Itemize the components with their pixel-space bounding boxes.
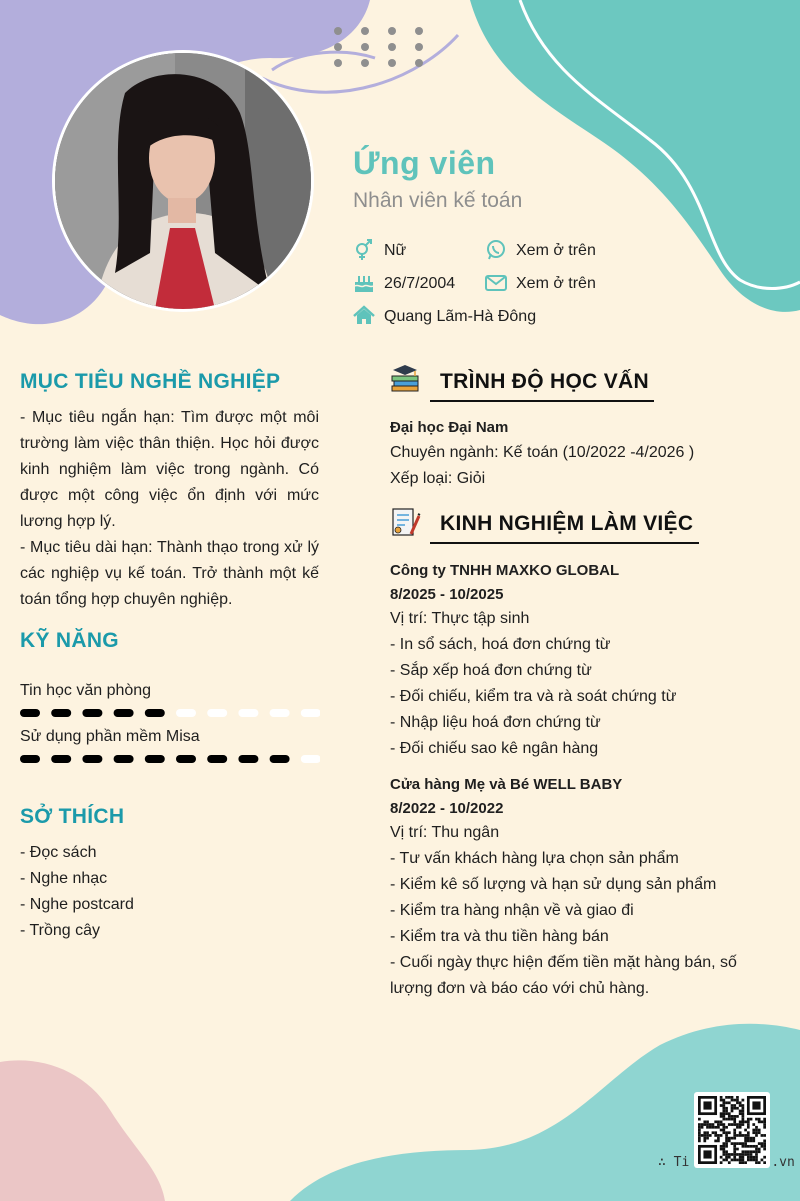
work-document-icon [389,506,421,538]
experience-title: KINH NGHIỆM LÀM VIỆC [440,512,694,535]
job-period: 8/2022 - 10/2022 [390,800,504,817]
objective-long: - Mục tiêu dài hạn: Thành thạo trong xử lý các nghiệp vụ kế toán. Trở thành một kế toán tổng hợp chuyên nghiệp. [20,539,319,608]
education-school: Đại học Đại Nam [390,419,509,436]
job-period: 8/2025 - 10/2025 [390,586,504,603]
skill-dot-filled [20,755,40,763]
objective-text [20,405,319,613]
qr-code-image [694,1092,770,1168]
job-position: Nhân viên kế toán [353,189,523,212]
hobby-item: - Đọc sách [20,844,97,861]
birthday-cake-icon [353,272,375,294]
email-icon [485,272,507,294]
qr-code [694,1092,770,1168]
education-major: Chuyên ngành: Kế toán (10/2022 -4/2026 ) [390,444,695,461]
profile-photo [52,50,314,312]
education-grade: Xếp loại: Giỏi [390,470,486,487]
gender-icon [353,239,375,261]
job-company: Cửa hàng Mẹ và Bé WELL BABY [390,776,623,793]
job-task: - Sắp xếp hoá đơn chứng từ [390,662,592,679]
job-role: Vị trí: Thu ngân [390,824,500,841]
skill-label-misa: Sử dụng phần mềm Misa [20,728,200,745]
skill-dot-filled [114,709,134,717]
hobbies-title: SỞ THÍCH [20,805,125,828]
education-underline [430,400,654,402]
skill-dot-filled [20,709,40,717]
job-role: Vị trí: Thực tập sinh [390,610,530,627]
skill-dot-filled [238,755,258,763]
job-task: - Đối chiếu sao kê ngân hàng [390,740,599,757]
job-task: lượng đơn và báo cáo với chủ hàng. [390,980,650,997]
skill-dot-empty [301,709,320,717]
cv-page: Ứng viên Nhân viên kế toán Nữ Xem ở trên 26/7/2004 Xem ở trên Quang Lãm-Hà Đông MỤC TIÊU NGHỀ NGHIỆP - Mục tiêu ngắn hạn: Tìm được một môi trường làm việc thân thiện. Học hỏi được kinh nghiệm làm việc trong ngành. Có được một công việc ổn định với mức lương hợp lý. - Mục tiêu dài hạn: Thành thạo trong xử lý các nghiệp vụ kế toán. Trở thành một kế toán tổng hợp chuyên nghiệp. KỸ NĂNG Tin học văn phòng Sử dụng phần mềm Misa SỞ THÍCH - Đọc sách - Nghe nhạc - Nghe postcard - Trồng cây TRÌNH ĐỘ HỌC VẤN Đại học Đại Nam Chuyên ngành: Kế toán (10/2022 -4/2026 ) Xếp loại: Giỏi KINH NGHIỆM LÀM VIỆC Công ty TNHH MAXKO GLOBAL 8/2025 - 10/2025 Vị trí: Thực tập sinh - In sổ sách, hoá đơn chứng từ - Sắp xếp hoá đơn chứng từ - Đối chiếu, kiểm tra và rà soát chứng từ - Nhập liệu hoá đơn chứng từ - Đối chiếu sao kê ngân hàng Cửa hàng Mẹ và Bé WELL BABY 8/2022 - 10/2022 Vị trí: Thu ngân - Tư vấn khách hàng lựa chọn sản phẩm - Kiểm kê số lượng và hạn sử dụng sản phẩm - Kiểm tra hàng nhận về và giao đi - Kiểm tra và thu tiền hàng bán - Cuối ngày thực hiện đếm tiền mặt hàng bán, số lượng đơn và báo cáo với chủ hàng. ∴ Ti .vn [0,0,800,1201]
phone-icon [485,239,507,261]
home-icon [353,305,375,327]
skill-dot-filled [82,709,102,717]
skill-rating-misa [20,751,320,761]
job-company: Công ty TNHH MAXKO GLOBAL [390,562,620,579]
skill-dot-filled [82,755,102,763]
skill-dot-empty [270,709,290,717]
skill-dot-filled [270,755,290,763]
skill-dot-filled [51,755,71,763]
graduation-books-icon [389,364,421,396]
skills-title: KỸ NĂNG [20,629,119,652]
objective-title: MỤC TIÊU NGHỀ NGHIỆP [20,370,281,393]
hobby-item: - Nghe nhạc [20,870,108,887]
hobbies-list [20,840,134,944]
skill-dot-empty [207,709,227,717]
job-task: - Kiểm tra và thu tiền hàng bán [390,928,609,945]
job-task: - In sổ sách, hoá đơn chứng từ [390,636,611,653]
experience-underline [430,542,699,544]
skill-dot-filled [176,755,196,763]
job-task: - Nhập liệu hoá đơn chứng từ [390,714,601,731]
job-task: - Cuối ngày thực hiện đếm tiền mặt hàng bán, số [390,954,737,971]
skill-label-office: Tin học văn phòng [20,682,152,699]
hobby-item: - Nghe postcard [20,896,134,913]
skill-dot-filled [145,709,165,717]
objective-short: - Mục tiêu ngắn hạn: Tìm được một môi trường làm việc thân thiện. Học hỏi được kinh nghiệm làm việc trong ngành. Có được một công việc ổn định với mức lương hợp lý. [20,409,319,530]
job-task: - Tư vấn khách hàng lựa chọn sản phẩm [390,850,679,867]
job-task: - Kiểm tra hàng nhận về và giao đi [390,902,634,919]
hobby-item: - Trồng cây [20,922,101,939]
portrait-image [55,53,311,309]
education-title: TRÌNH ĐỘ HỌC VẤN [440,370,649,393]
skill-rating-office [20,705,320,715]
skill-dot-filled [51,709,71,717]
skill-dot-empty [238,709,258,717]
skill-dot-filled [207,755,227,763]
skill-dot-empty [176,709,196,717]
watermark-text: ∴ Ti .vn [658,1155,795,1170]
job-task: - Kiểm kê số lượng và hạn sử dụng sản phẩm [390,876,717,893]
skill-dot-filled [114,755,134,763]
skill-dot-filled [145,755,165,763]
job-task: - Đối chiếu, kiểm tra và rà soát chứng từ [390,688,677,705]
candidate-name: Ứng viên [353,145,496,181]
skill-dot-empty [301,755,320,763]
